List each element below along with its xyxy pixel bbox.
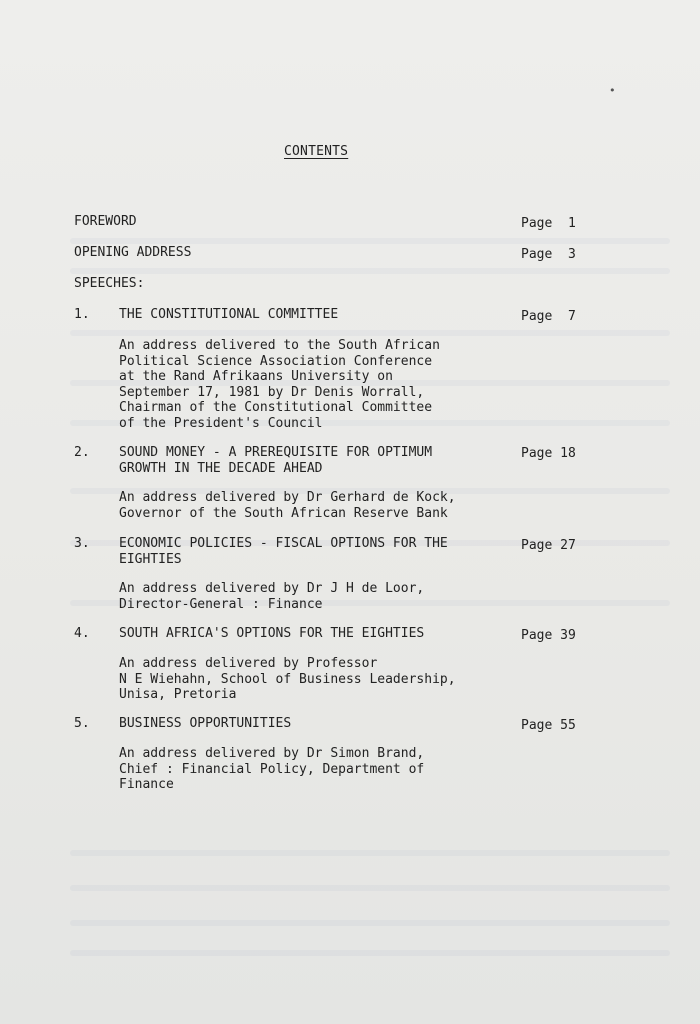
opening-address-label: OPENING ADDRESS <box>74 245 192 260</box>
ink-speck: • <box>609 84 616 97</box>
speech-4-number: 4. <box>74 626 90 641</box>
speech-2-number: 2. <box>74 445 90 460</box>
speech-4-description: An address delivered by Professor N E Wiehahn, School of Business Leadership, Unisa, Pretoria <box>119 656 456 702</box>
speech-1-number: 1. <box>74 307 90 322</box>
speech-5-title: BUSINESS OPPORTUNITIES <box>119 716 292 731</box>
speech-1-title: THE CONSTITUTIONAL COMMITTEE <box>119 307 339 322</box>
bleed-through-line <box>70 268 670 274</box>
foreword-page: Page 1 <box>521 216 576 231</box>
speech-2-title: SOUND MONEY - A PREREQUISITE FOR OPTIMUM GROWTH IN THE DECADE AHEAD <box>119 445 433 476</box>
bleed-through-line <box>70 330 670 336</box>
speech-4-title: SOUTH AFRICA'S OPTIONS FOR THE EIGHTIES <box>119 626 425 641</box>
speech-5-description: An address delivered by Dr Simon Brand, Chief : Financial Policy, Department of Finance <box>119 746 425 792</box>
speech-3-title: ECONOMIC POLICIES - FISCAL OPTIONS FOR THE EIGHTIES <box>119 536 448 567</box>
speech-2-page: Page 18 <box>521 446 576 461</box>
speech-2-description: An address delivered by Dr Gerhard de Kock, Governor of the South African Reserve Bank <box>119 490 456 521</box>
speech-3-description: An address delivered by Dr J H de Loor, Director-General : Finance <box>119 581 425 612</box>
bleed-through-line <box>70 920 670 926</box>
speech-1-page: Page 7 <box>521 309 576 324</box>
speech-5-number: 5. <box>74 716 90 731</box>
speech-4-page: Page 39 <box>521 628 576 643</box>
bleed-through-line <box>70 238 670 244</box>
bleed-through-line <box>70 950 670 956</box>
speech-1-description: An address delivered to the South African Political Science Association Conference at the Rand Afrikaans University on September 17, 1981 by Dr Denis Worrall, Chairman of the Constitutional Committee of the President's Council <box>119 338 440 431</box>
foreword-label: FOREWORD <box>74 214 137 229</box>
speech-5-page: Page 55 <box>521 718 576 733</box>
bleed-through-line <box>70 885 670 891</box>
contents-title: CONTENTS <box>284 144 349 159</box>
speeches-label: SPEECHES: <box>74 276 145 291</box>
speech-3-number: 3. <box>74 536 90 551</box>
speech-3-page: Page 27 <box>521 538 576 553</box>
bleed-through-line <box>70 850 670 856</box>
opening-address-page: Page 3 <box>521 247 576 262</box>
